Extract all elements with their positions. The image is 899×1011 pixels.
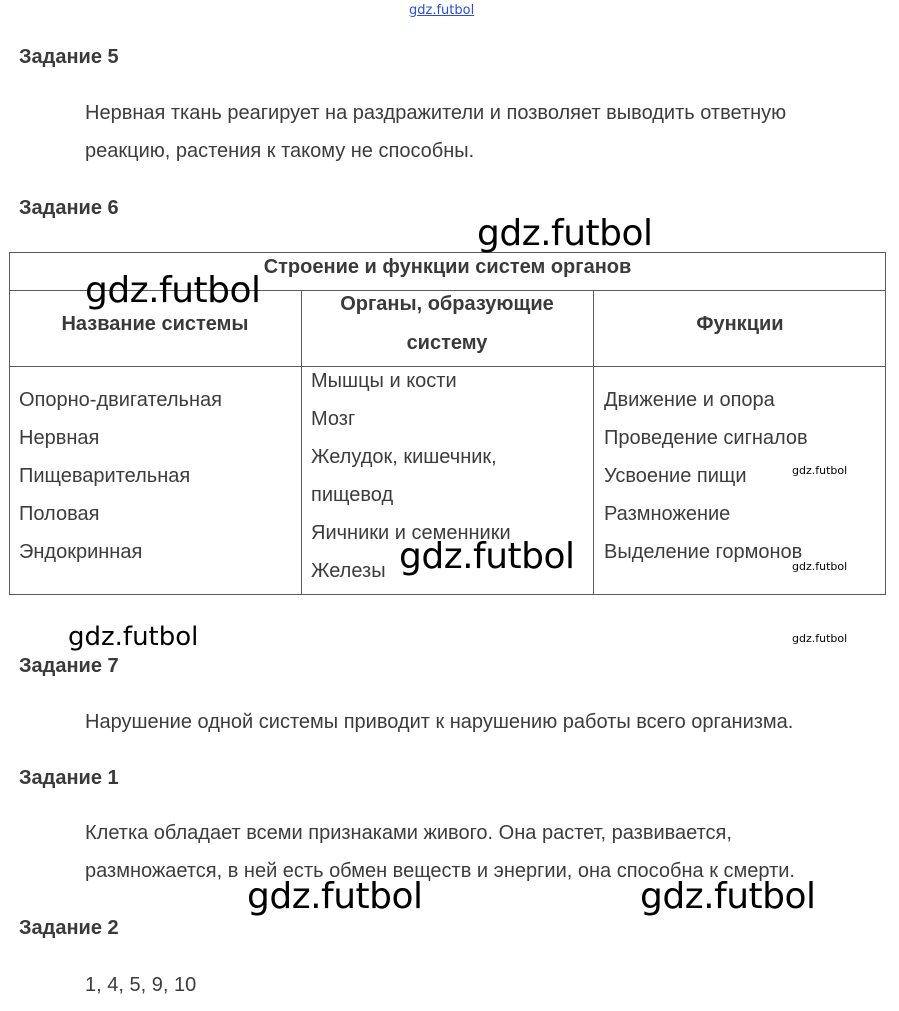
table-border-top [9, 252, 886, 253]
task7-heading: Задание 7 [19, 655, 119, 677]
task5-line-1: Нервная ткань реагирует на раздражители и позволяет выводить ответную [85, 102, 787, 124]
system-cell: Нервная [19, 427, 100, 449]
system-cell: Половая [19, 503, 100, 525]
task1-heading: Задание 1 [19, 767, 119, 789]
organs-cell: пищевод [311, 484, 394, 506]
watermark: gdz.futbol [399, 536, 575, 577]
system-cell: Пищеварительная [19, 465, 191, 487]
watermark: gdz.futbol [247, 876, 423, 917]
system-cell: Эндокринная [19, 541, 143, 563]
function-cell: Проведение сигналов [604, 427, 808, 449]
organs-cell: Желудок, кишечник, [311, 446, 497, 468]
watermark: gdz.futbol [85, 270, 261, 311]
organs-cell: Железы [311, 560, 386, 582]
top-watermark-link[interactable]: gdz.futbol [409, 3, 475, 18]
task2-answer: 1, 4, 5, 9, 10 [85, 974, 197, 996]
watermark: gdz.futbol [640, 876, 816, 917]
task7-line-1: Нарушение одной системы приводит к нарушению работы всего организма. [85, 711, 794, 733]
task6-heading: Задание 6 [19, 197, 119, 219]
task1-line-1: Клетка обладает всеми признаками живого. Она растет, развивается, [85, 822, 732, 844]
watermark: gdz.futbol [68, 622, 199, 652]
watermark: gdz.futbol [792, 632, 848, 645]
task7-text [85, 703, 885, 741]
watermark: gdz.futbol [792, 560, 848, 573]
function-cell: Размножение [604, 503, 731, 525]
system-cell: Опорно-двигательная [19, 389, 222, 411]
organs-cell: Мозг [311, 408, 356, 430]
header-organs-line-2: систему [406, 332, 488, 354]
task5-heading: Задание 5 [19, 46, 119, 68]
watermark: gdz.futbol [792, 464, 848, 477]
table-header-divider [9, 366, 886, 367]
task5-text [85, 94, 885, 170]
organs-cell: Мышцы и кости [311, 370, 457, 392]
header-system-name: Название системы [61, 313, 249, 335]
watermark: gdz.futbol [477, 213, 653, 254]
header-organs-line-1: Органы, образующие [340, 293, 554, 315]
table-border-left [9, 252, 10, 595]
table-title: Строение и функции систем органов [263, 256, 632, 278]
task1-line-2: размножается, в ней есть обмен веществ и энергии, она способна к смерти. [85, 860, 795, 882]
organs-cell: Яичники и семенники [311, 522, 511, 544]
header-functions: Функции [696, 313, 784, 335]
task2-heading: Задание 2 [19, 917, 119, 939]
function-cell: Выделение гормонов [604, 541, 803, 563]
function-cell: Усвоение пищи [604, 465, 747, 487]
function-cell: Движение и опора [604, 389, 775, 411]
table-border-bottom [9, 594, 886, 595]
task5-line-2: реакцию, растения к такому не способны. [85, 140, 475, 162]
table-border-right [885, 252, 886, 595]
